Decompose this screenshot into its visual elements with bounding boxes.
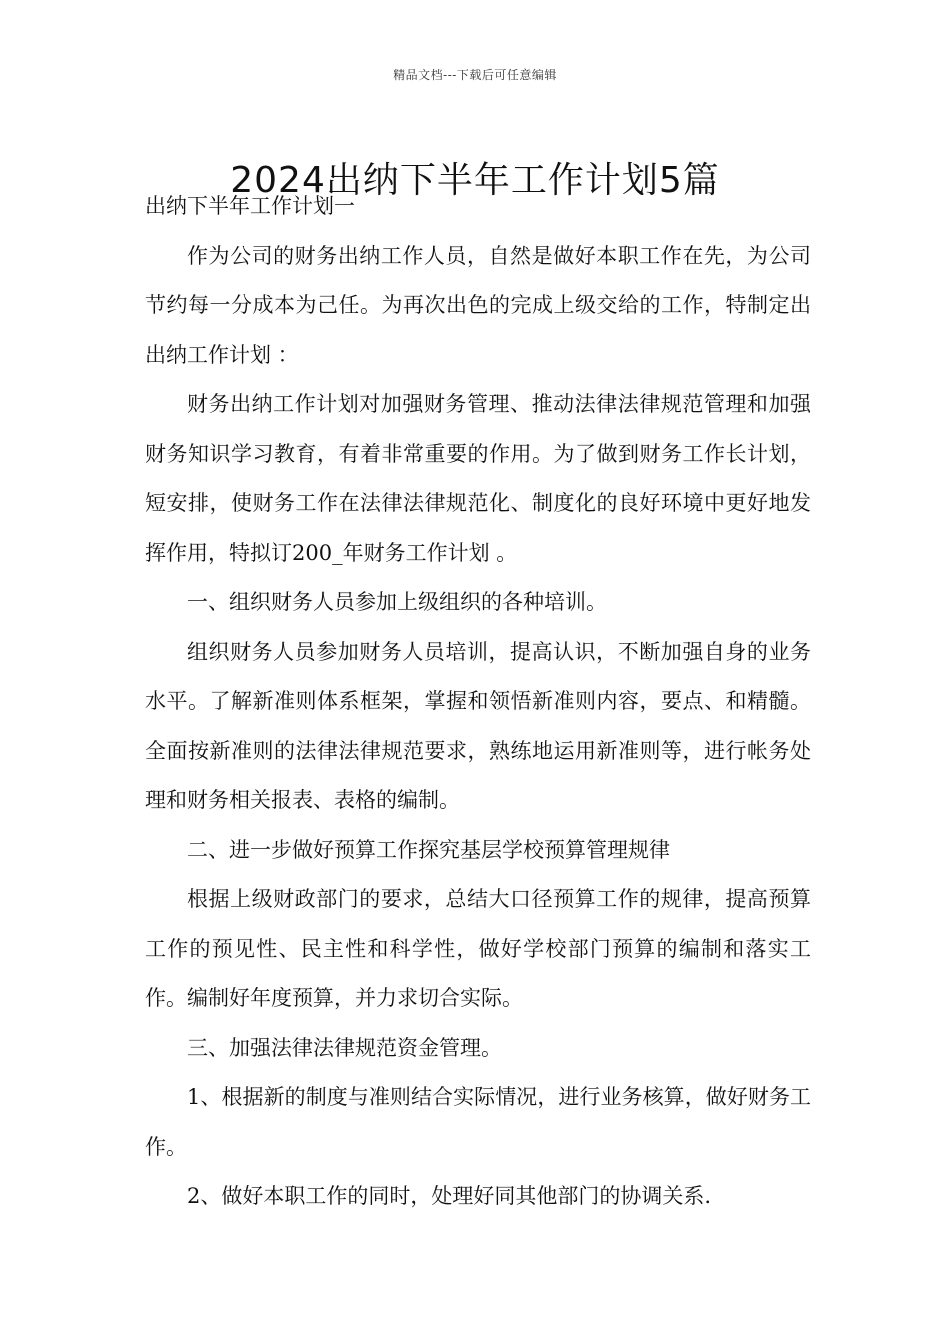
paragraph: 根据上级财政部门的要求，总结大口径预算工作的规律，提高预算工作的预见性、民主性和科学性，做好学校部门预算的编制和落实工作。编制好年度预算，并力求切合实际。 — [145, 887, 811, 1010]
paragraph: 2、做好本职工作的同时，处理好同其他部门的协调关系. — [187, 1184, 712, 1208]
section-heading: 出纳下半年工作计划一 — [145, 194, 355, 218]
item-heading: 二、进一步做好预算工作探究基层学校预算管理规律 — [187, 837, 670, 862]
paragraph: 组织财务人员参加财务人员培训，提高认识，不断加强自身的业务水平。了解新准则体系框架，掌握和领悟新准则内容，要点、和精髓。全面按新准则的法律法律规范要求，熟练地运用新准则等，进行帐务处理和财务相关报表、表格的编制。 — [145, 639, 811, 812]
paragraph: 1、根据新的制度与准则结合实际情况，进行业务核算，做好财务工作。 — [145, 1085, 811, 1159]
item-heading: 三、加强法律法律规范资金管理。 — [187, 1035, 502, 1060]
item-heading: 一、组织财务人员参加上级组织的各种培训。 — [187, 590, 607, 614]
paragraph: 作为公司的财务出纳工作人员，自然是做好本职工作在先，为公司节约每一分成本为己任。为再次出色的完成上级交给的工作，特制定出出纳工作计划 ： — [145, 243, 811, 367]
document-body — [145, 182, 811, 1222]
paragraph: 财务出纳工作计划对加强财务管理、推动法律法律规范管理和加强财务知识学习教育，有着非常重要的作用。为了做到财务工作长计划，短安排，使财务工作在法律法律规范化、制度化的良好环境中更好地发挥作用，特拟订200_年财务工作计划 。 — [145, 392, 811, 565]
page-header: 精品文档---下载后可任意编辑 — [393, 68, 557, 82]
document-title: 2024出纳下半年工作计划5篇 — [230, 160, 720, 202]
